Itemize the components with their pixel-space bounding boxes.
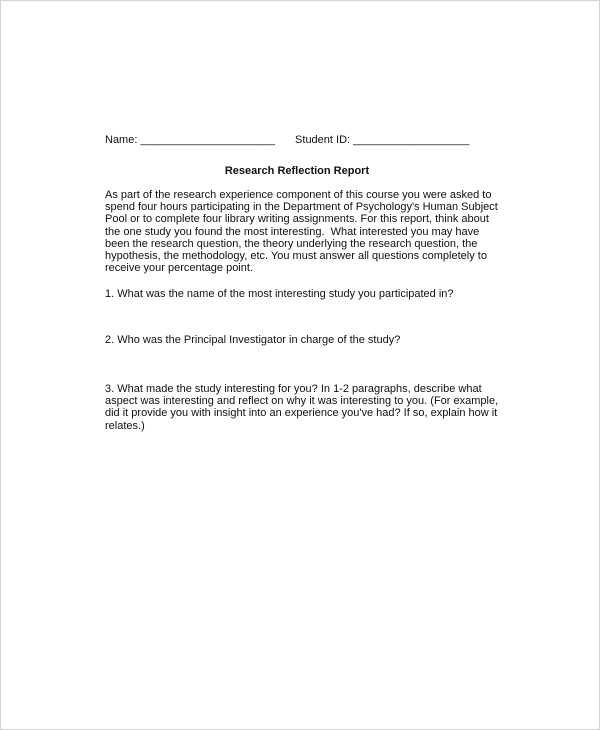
- question-3-line: 3. What made the study interesting for you? In 1-2 paragraphs, describe what: [105, 383, 482, 395]
- intro-line: been the research question, the theory underlying the research question, the: [105, 237, 478, 250]
- student-id-field-label: Student ID: ___________________: [295, 134, 470, 146]
- intro-line: spend four hours participating in the Department of Psychology's Human Subject: [105, 201, 498, 214]
- question-3: [105, 383, 499, 432]
- intro-paragraph: [105, 189, 498, 275]
- question-1: 1. What was the name of the most interesting study you participated in?: [105, 288, 454, 300]
- question-3-line: relates.): [105, 419, 145, 432]
- name-field-label: Name: ______________________: [105, 134, 276, 146]
- question-3-line: did it provide you with insight into an experience you've had? If so, explain how it: [105, 407, 498, 420]
- intro-line: Pool or to complete four library writing assignments. For this report, think about: [105, 213, 489, 226]
- intro-line: As part of the research experience component of this course you were asked to: [105, 189, 492, 201]
- student-info-line: [105, 133, 469, 147]
- intro-line: hypothesis, the methodology, etc. You must answer all questions completely to: [105, 250, 487, 263]
- question-3-line: aspect was interesting and reflect on why it was interesting to you. (For example,: [105, 395, 499, 408]
- intro-line: receive your percentage point.: [105, 262, 253, 275]
- report-title: Research Reflection Report: [224, 165, 370, 177]
- intro-line: the one study you found the most interesting. What interested you may have: [105, 225, 480, 238]
- question-2: 2. Who was the Principal Investigator in charge of the study?: [105, 334, 401, 346]
